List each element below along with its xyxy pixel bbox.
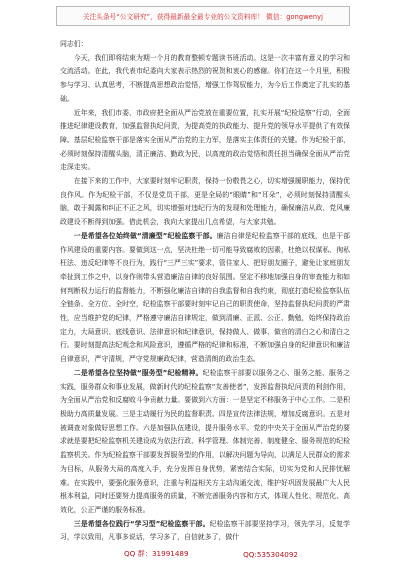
paragraph-6-heading: 三是希望各位践行“学习型”纪检监察干部。 [73, 519, 210, 528]
document-body [60, 38, 350, 545]
paragraph-3: 在接下来的工作中，大家要时刻牢记职责，保持一份敬畏之心，切实增强履职能力，保持优良作风。作为纪检干部，不仅是党员干部，更是全局的“眼睛”和“耳朵”，必须时刻保持清醒头脑，敢于揭露和纠正不正之风，切实增强对违纪行为的发现和处理能力，确保廉洁从政、党风廉政建设不断得到加强。借此机会，我向大家提出几点希望，与大家共勉。 [60, 177, 350, 227]
paragraph-4-text: 廉洁自律是纪检监察干部的底线，也是干部作风建设的重要内容。要做到这一点，坚决杜绝一切可能导致腐败的因素，杜绝以权谋私、徇私枉法、违反纪律等不良行为，践行“三严三实”要求，管住家人、把好朋友圈子，避免让家庭朋友牵扯到工作之中，以身作则带头营造廉洁自律的良好氛围。坚定不移地加强自身的审查能力和如何判断权力运行的监督能力，不断强化廉洁自律的自我监督和自我约束，彻底打造纪检监察队伍全链条、全方位、全时空，纪检监察干部要时刻牢记自己的职责使命，坚持监督执纪问责的严肃性，应当维护党的纪律，严格遵守廉洁自律规定，做到清廉、正派、公正、勤勉，始终保持政治定力，大局意识、底线意识、法律意识和纪律意识，保持做人、做事、做官的清白之心和清白之行。要时刻提高法纪观念和风险意识，遵循严格的纪律和标准，不断加强自身的纪律意识和廉洁自律意识，严守清规，严守党规廉政纪律，营造清朗的政治生态。 [60, 231, 351, 364]
paragraph-1: 今天，我们即将结束为期一个月的教育整顿专题读书班活动。这是一次丰富有意义的学习和交流活动。在此，我代表市纪委向大家表示热烈的祝贺和衷心的感谢。你们在这一个月里，积极参与学习、认真思考，不断提高思想政治觉悟，增强工作驾驭能力，为今后工作奠定了扎实的基础。 [60, 53, 350, 103]
paragraph-6-text: 纪检监察干部要坚持学习，领先学习，反复学习，学以致用，凡事多说话，学习多了，自信就多了，做什 [60, 519, 351, 542]
paragraph-4-heading: 一是希望各位始终做“清廉型”纪检监察干部。 [73, 231, 217, 240]
greeting: 同志们： [60, 40, 88, 48]
paragraph-5-heading: 二是希望各位坚持做“服务型”纪检精神。 [73, 368, 203, 377]
header-banner [56, 6, 350, 26]
footer-qq-group: QQ 群：31991489 [124, 549, 189, 558]
paragraph-5 [60, 367, 350, 518]
paragraph-5-text: 纪检监察干部要以服务之心、服务之能、服务之实践，服务群众和事业发展，做新时代的纪检监察“友善使者”，发挥监督执纪问责的利剑作用，为全面从严治党和反腐败斗争贡献力量。要做到六方面：一是坚定不移服务于中心工作。二是积极助力高质量发展。三是主动履行为民的监督职责。四是宣传法律法规，增加反腐意识。五是对被调查对象做好思想工作。六是加强队伍建设，提升服务水平。党的中央关于全面从严治党的要求就是要把纪检监察机关建设成为依法行政、科学管理、体制完善、制度健全、服务规范的纪检监察机关。作为纪检监察干部要发挥服务型的作用，以解决问题为导向，以满足人民群众的需求为目标，从服务大局的高度入手，充分发挥自身优势，紧密结合实际，切实为党和人民排忧解难。在实践中，要强化服务意识，注重与利益相关方主动沟通交流，维护好巩固发展最广大人民根本利益，同时还要努力提高服务的质量，不断完善服务内容和方式，体现人性化、规范化、高效化，公正严谨的服务标准。 [60, 368, 350, 514]
paragraph-4 [60, 230, 350, 367]
footer-qq: QQ:535304092 [243, 549, 298, 559]
header-text: 关注头条号“公文研究”，获得最新最全最专业的公文资料库！ 微信：gongwenyj [82, 13, 324, 21]
paragraph-2: 近年来，我们市委、市政府把全面从严治党放在重要位置，扎实开展“纪检巡察”行动，全面推进纪律建设教育，加强监督执纪问责，为提高党的执政能力、提升党的领导水平提供了有效保障。基层纪检监察干部是落实全面从严治党的主力军，是落实主体责任的关键。作为纪检干部，必须时刻保持清醒头脑，清正廉洁、勤政为民，以高度的政治觉悟和责任担当确保全面从严治党走深走实。 [60, 108, 350, 172]
footer [60, 547, 350, 561]
paragraph-6 [60, 518, 350, 545]
